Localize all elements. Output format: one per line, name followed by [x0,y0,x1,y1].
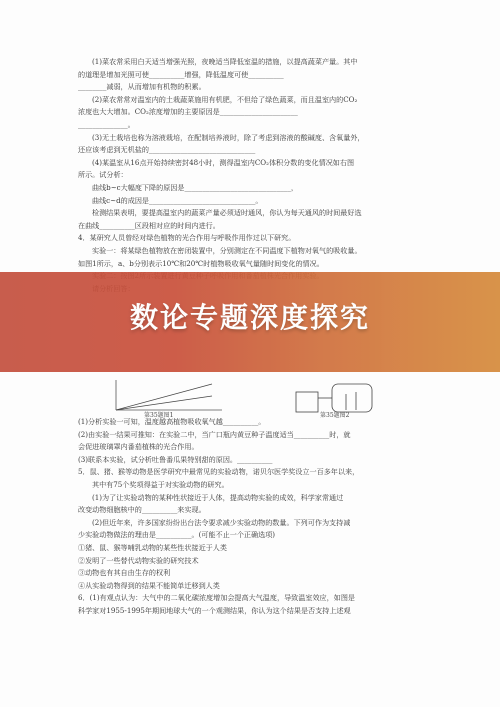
text-line: (3)无土栽培也称为溶液栽培，在配制培养液时，除了考虑到溶液的酸碱度、含氧量外， [92,132,365,142]
experiment-apparatus-diagram [286,380,396,414]
text-line: 改变动物细胞核中的__________来实现。 [78,505,206,515]
text-line: 检测结果表明，要提高温室内的蔬菜产量必须适时通风，你认为每天通风的时间最好选 [92,208,362,218]
text-line: ①猪、鼠、猴等哺乳动物的某些性状接近于人类 [78,542,227,552]
upper-text-block [78,56,452,295]
text-line: 其中有75个奖项得益于对实验动物的研究。 [92,479,229,489]
oxygen-uptake-graph [112,378,232,414]
text-line: 浓度也大大增加。CO₂浓度增加的主要原因是______________________ [78,107,298,117]
text-line: ②发明了一些替代动物实验的研究技术 [78,555,199,565]
text-line: (2)由实验一结果可推知：在实验二中，当广口瓶内黄豆种子温度适当__________时，就 [78,429,351,439]
text-line: 在曲线__________区段相对应的时间内进行。 [78,220,220,230]
text-line: 科学家对1955-1995年期间地球大气的一个观测结果，你认为这个结果是否支持上述观 [78,605,351,615]
text-line: 少实验动物做法的理由是__________。(可能不止一个正确选项) [78,530,276,540]
text-line: (2)但近年来，许多国家纷纷出台法令要求减少实验动物的数量。下列可作为支持减 [92,517,351,527]
banner-title: 数论专题深度探究 [129,301,370,334]
text-line: (1)为了让实验动物的某种性状接近于人体，提高动物实验的成效，科学家常通过 [92,492,344,502]
text-line: 曲线c~d的成因是______________________________。 [92,195,263,205]
text-line: 会促进玻璃罩内番茄植株的光合作用。 [78,442,199,452]
text-line: (3)联系本实验，试分析吐鲁番瓜果特别甜的原因。__________ [78,454,273,464]
figure-caption-2: 第35题图2 [320,412,350,419]
text-line: (2)菜农常常对温室内的土栽蔬菜施用有机肥，不但给了绿色蔬菜，而且温室内的CO₂ [92,94,358,104]
text-line: 4．某研究人员曾经对绿色植物的光合作用与呼吸作用作过以下研究。 [78,233,296,243]
figure-area [86,374,404,419]
text-line: ④从实验动物得到的结果不能简单迁移到人类 [78,580,220,590]
text-line: 还应该考虑到无机盐的______________________________ [78,145,256,155]
text-line: ③动物也有其自由生存的权利 [78,568,171,578]
text-line: 实验一：将某绿色植物放在密闭装置中，分别测定在不同温度下植物对氧气的吸收量。 [92,245,362,255]
text-line: (4)某温室从16点开始持续密封48小时，测得温室内CO₂体积分数的变化情况如右图 [92,157,355,167]
text-line: (1)菜农常采用白天适当增强光照，夜晚适当降低室温的措施，以提高蔬菜产量。其中 [92,57,358,66]
text-line: ________减弱，从而增加有机物的积累。 [78,82,206,92]
text-line: 6．(1)有观点认为：大气中的二氧化碳浓度增加会提高大气温度，导致温室效应，如图是 [78,593,356,603]
text-line: 如图1所示，a、b分别表示10℃和20℃时植物吸收氧气量随时间变化的情况。 [78,258,324,268]
text-line: ______________。 [78,119,135,129]
figure-caption-1: 第35题图1 [144,412,174,419]
text-line: 曲线b~c大幅度下降的原因是______________________________， [92,182,298,192]
text-line: (1)分析实验一可知，温度越高植物吸收氧气越__________。 [78,417,266,426]
text-line: 的道理是增加光照可使__________增强，降低温度可使__________ [78,69,284,79]
text-line: 所示。试分析： [78,170,128,180]
lower-text-block [78,416,452,618]
title-banner [0,272,500,372]
text-line: 5．鼠、猪、猴等动物是医学研究中最常见的实验动物，诺贝尔医学奖设立一百多年以来， [78,467,360,477]
